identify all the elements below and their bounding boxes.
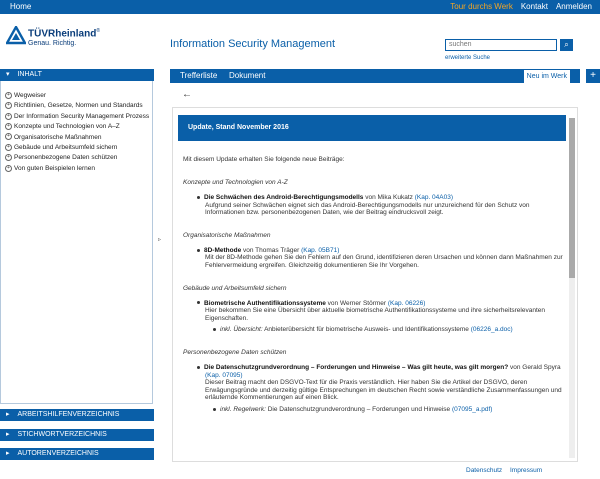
section-stichwort[interactable]: ▸ STICHWORTVERZEICHNIS xyxy=(0,429,154,441)
tree-item[interactable]: + Konzepte und Technologien von A–Z xyxy=(5,122,152,132)
app-title: Information Security Management xyxy=(170,38,336,50)
top-nav-links xyxy=(450,2,592,11)
sidebar-title: INHALT xyxy=(17,71,42,78)
list-item: Biometrische Authentifikationssysteme von Werner Störmer (Kap. 06226) Hier bekommen Sie eine Übersicht über aktuelle biometrische Authentifikationssysteme und ihre sicherheitsrelevanten Eigenschaften. inkl. Übersicht: Anbieterübersicht für biometrische Ausweis- und Identifikationssysteme (06226_a.doc) xyxy=(205,300,565,334)
tour-link[interactable]: Tour durchs Werk xyxy=(450,2,513,11)
expand-triangle-icon: ▸ xyxy=(6,431,10,438)
tree-item[interactable]: + Personenbezogene Daten schützen xyxy=(5,153,152,163)
list-item: Die Schwächen des Android-Berechtigungsmodells von Mika Kukatz (Kap. 04A03) Aufgrund seiner Schwächen eignet sich das Android-Berechtigungsmodells nur unzureichend für den Schutz von Informationen bzw. personenbezogenen Daten, wie der Beitrag eindrucksvoll zeigt. xyxy=(205,194,565,217)
plus-icon: + xyxy=(590,70,596,81)
attachment-item: inkl. Übersicht: Anbieterübersicht für biometrische Ausweis- und Identifikationssysteme (06226_a.doc) xyxy=(221,326,565,334)
back-arrow-icon[interactable]: ← xyxy=(182,89,192,100)
expand-icon[interactable]: + xyxy=(5,123,12,130)
section-heading: Konzepte und Technologien von A-Z xyxy=(183,179,288,186)
tree-item[interactable]: + Der Information Security Management Prozess xyxy=(5,112,152,122)
tree-item[interactable]: + Organisatorische Maßnahmen xyxy=(5,133,152,143)
intro-text: Mit diesem Update erhalten Sie folgende neue Beiträge: xyxy=(183,156,345,163)
attachment-link[interactable]: (07095_a.pdf) xyxy=(451,405,493,413)
panel-splitter-icon[interactable]: ▹ xyxy=(158,237,162,243)
tree-item[interactable]: + Richtlinien, Gesetze, Normen und Standards xyxy=(5,101,152,111)
section-heading: Organisatorische Maßnahmen xyxy=(183,231,271,239)
tab-document[interactable]: Dokument xyxy=(229,71,266,80)
attachment-item: inkl. Regelwerk: Die Datenschutzgrundverordnung – Forderungen und Hinweise (07095_a.pdf) xyxy=(221,406,565,414)
scrollbar-thumb[interactable] xyxy=(569,118,575,278)
tree-item[interactable]: + Gebäude und Arbeitsumfeld sichern xyxy=(5,143,152,153)
contact-link[interactable]: Kontakt xyxy=(520,2,548,11)
bullet-icon xyxy=(197,196,200,199)
collapse-triangle-icon: ▾ xyxy=(6,71,10,78)
advanced-search-link[interactable]: erweiterte Suche xyxy=(445,55,491,61)
tuv-triangle-icon xyxy=(6,26,26,46)
chapter-link[interactable]: (Kap. 05B71) xyxy=(301,246,340,254)
tab-hits[interactable]: Trefferliste xyxy=(180,71,218,80)
logo-brand: TÜVRheinland® xyxy=(28,28,101,40)
imprint-link[interactable]: Impressum xyxy=(510,467,543,474)
expand-icon[interactable]: + xyxy=(5,113,12,120)
bullet-icon xyxy=(197,301,200,304)
section-arbeitshilfen[interactable]: ▸ ARBEITSHILFENVERZEICHNIS xyxy=(0,409,154,421)
content-tree xyxy=(1,81,152,174)
home-link[interactable]: Home xyxy=(10,2,32,11)
document-body xyxy=(183,156,565,429)
expand-icon[interactable]: + xyxy=(5,92,12,99)
add-button[interactable] xyxy=(586,69,600,83)
expand-triangle-icon: ▸ xyxy=(6,411,10,418)
login-link[interactable]: Anmelden xyxy=(555,2,592,11)
privacy-link[interactable]: Datenschutz xyxy=(466,467,503,474)
document-tab-bar xyxy=(170,69,580,83)
search-input[interactable]: suchen xyxy=(445,39,557,51)
bullet-icon xyxy=(213,328,216,331)
search-icon: ⌕ xyxy=(564,40,569,49)
section-heading: Gebäude und Arbeitsumfeld sichern xyxy=(183,284,287,292)
search-button[interactable] xyxy=(560,39,573,51)
attachment-link[interactable]: (06226_a.doc) xyxy=(470,326,513,334)
tuv-logo[interactable] xyxy=(6,26,118,56)
expand-icon[interactable]: + xyxy=(5,144,12,151)
chapter-link[interactable]: (Kap. 07095) xyxy=(205,371,243,379)
section-heading: Personenbezogene Daten schützen xyxy=(183,348,287,356)
chapter-link[interactable]: (Kap. 04A03) xyxy=(414,194,454,201)
expand-icon[interactable]: + xyxy=(5,165,12,172)
expand-icon[interactable]: + xyxy=(5,154,12,161)
list-item: Die Datenschutzgrundverordnung – Forderungen und Hinweise – Was gilt heute, was gilt morgen? von Gerald Spyra (Kap. 07095) Dieser Beitrag macht den DSGVO-Text für die Praxis verständlich. Hier haben Sie die Artikel der DSGVO, deren Erwägungsgründe und derzeitig gültige Entsprechungen im deutschen Recht sowie verständliche Zusammenfassungen und erläuternde Kommentierungen auf einen Blick. inkl. Regelwerk: Die Datenschutzgrundverordnung – Forderungen und Hinweise (07095_a.pdf) xyxy=(205,364,565,414)
new-in-work-button[interactable]: Neu im Werk xyxy=(524,70,570,83)
chapter-link[interactable]: (Kap. 06226) xyxy=(387,299,426,307)
bullet-icon xyxy=(197,366,200,369)
list-item: 8D-Methode von Thomas Träger (Kap. 05B71) Mit der 8D-Methode gehen Sie den Fehlern auf den Grund, identifizieren deren Ursachen und können dann Maßnahmen zur Fehlervermeidung ergreifen. Gleichzeitig dokumentieren Sie Ihr Vorgehen. xyxy=(205,247,565,270)
sidebar-tree-panel xyxy=(0,81,153,404)
section-autoren[interactable]: ▸ AUTORENVERZEICHNIS xyxy=(0,448,154,460)
tree-item[interactable]: + Wegweiser xyxy=(5,91,152,101)
document-heading: Update, Stand November 2016 xyxy=(178,115,566,141)
expand-triangle-icon: ▸ xyxy=(6,450,10,457)
expand-icon[interactable]: + xyxy=(5,102,12,109)
expand-icon[interactable]: + xyxy=(5,133,12,140)
sidebar-header[interactable] xyxy=(0,69,154,81)
bullet-icon xyxy=(213,408,216,411)
top-nav-bar xyxy=(0,0,600,14)
document-panel xyxy=(172,107,578,462)
logo-tagline: Genau. Richtig. xyxy=(28,40,77,47)
tree-item[interactable]: + Von guten Beispielen lernen xyxy=(5,164,152,174)
bullet-icon xyxy=(197,249,200,252)
